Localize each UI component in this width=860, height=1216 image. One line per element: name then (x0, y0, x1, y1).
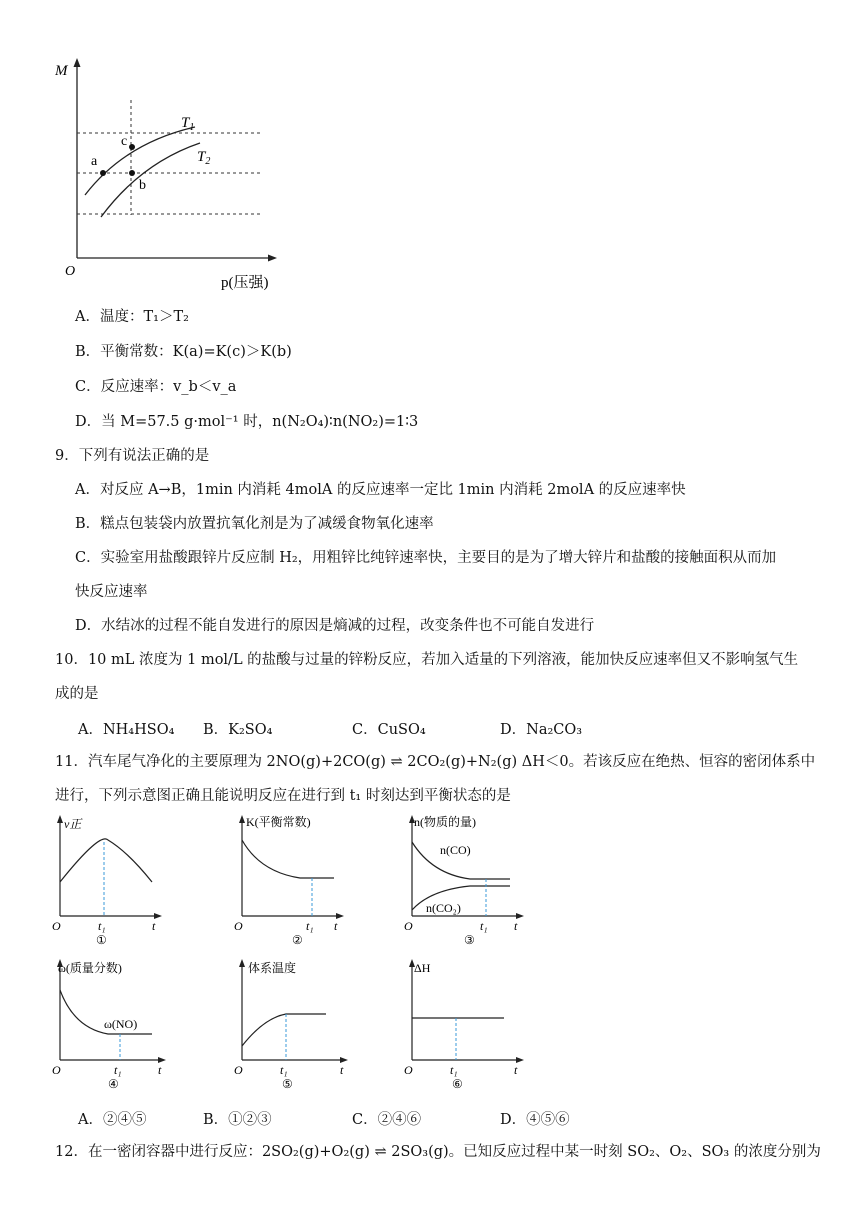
q10-stem-line1: 10．10 mL 浓度为 1 mol/L 的盐酸与过量的锌粉反应，若加入适量的下列溶液，能加快反应速率但又不影响氢气生 (55, 652, 799, 668)
svg-text:t: t (514, 919, 518, 933)
svg-text:O: O (404, 1063, 413, 1077)
svg-text:ω(质量分数): ω(质量分数) (58, 961, 122, 975)
q10-option-a[interactable]: A．NH₄HSO₄ (78, 722, 175, 738)
svg-text:O: O (404, 919, 413, 933)
graph-2 (230, 812, 350, 947)
graph-5 (230, 956, 360, 1091)
q8-option-a[interactable]: A．温度：T₁＞T₂ (75, 309, 189, 325)
q9-option-d[interactable]: D．水结冰的过程不能自发进行的原因是熵减的过程，改变条件也不可能自发进行 (75, 618, 595, 634)
svg-text:t: t (514, 1063, 518, 1077)
q8-option-b[interactable]: B．平衡常数：K(a)=K(c)＞K(b) (75, 344, 292, 360)
svg-text:③: ③ (464, 933, 475, 947)
svg-text:t: t (334, 919, 338, 933)
q9-option-c-line2: 快反应速率 (75, 584, 148, 600)
svg-text:t: t (340, 1063, 344, 1077)
svg-text:K(平衡常数): K(平衡常数) (246, 815, 311, 829)
svg-text:O: O (234, 1063, 243, 1077)
svg-text:ΔH: ΔH (414, 961, 431, 975)
q10-option-b[interactable]: B．K₂SO₄ (203, 722, 273, 738)
graph-1 (48, 812, 168, 947)
x-label: p(压强) (221, 275, 269, 291)
q11-option-c[interactable]: C．②④⑥ (352, 1112, 422, 1128)
q8-option-d[interactable]: D．当 M=57.5 g·mol⁻¹ 时，n(N₂O₄)∶n(NO₂)=1∶3 (75, 414, 419, 430)
m-p-graph (55, 55, 295, 295)
svg-text:②: ② (292, 933, 303, 947)
q11-stem-line1: 11．汽车尾气净化的主要原理为 2NO(g)+2CO(g) ⇌ 2CO₂(g)+N₂(g) ΔH＜0。若该反应在绝热、恒容的密闭体系中 (55, 754, 816, 770)
svg-text:ω(NO): ω(NO) (104, 1017, 138, 1031)
svg-text:t₁: t₁ (306, 919, 314, 933)
svg-text:t₁: t₁ (98, 919, 106, 933)
svg-text:t₁: t₁ (280, 1063, 288, 1077)
svg-text:v正: v正 (64, 817, 82, 831)
graph-4 (48, 956, 178, 1091)
svg-text:t₁: t₁ (450, 1063, 458, 1077)
q12-stem: 12．在一密闭容器中进行反应：2SO₂(g)+O₂(g) ⇌ 2SO₃(g)。已知反应过程中某一时刻 SO₂、O₂、SO₃ 的浓度分别为 (55, 1144, 821, 1160)
q11-option-d[interactable]: D．④⑤⑥ (500, 1112, 570, 1128)
svg-text:①: ① (96, 933, 107, 947)
point-c-label: c (121, 134, 128, 149)
svg-text:⑥: ⑥ (452, 1077, 463, 1091)
curve2-label: $T_2$ (197, 149, 211, 167)
q11-option-b[interactable]: B．①②③ (203, 1112, 272, 1128)
graph-3 (400, 812, 530, 947)
q10-stem-line2: 成的是 (55, 686, 99, 702)
svg-text:⑤: ⑤ (282, 1077, 293, 1091)
q10-option-c[interactable]: C．CuSO₄ (352, 722, 426, 738)
origin-label: O (65, 264, 76, 279)
q9-option-b[interactable]: B．糕点包装袋内放置抗氧化剂是为了减缓食物氧化速率 (75, 516, 434, 532)
svg-text:t₁: t₁ (480, 919, 488, 933)
curve-t2 (101, 143, 200, 217)
q8-option-c[interactable]: C．反应速率：v_b＜v_a (75, 379, 237, 395)
svg-text:n(CO): n(CO) (440, 843, 471, 857)
svg-text:O: O (234, 919, 243, 933)
svg-text:体系温度: 体系温度 (248, 961, 297, 975)
q11-option-a[interactable]: A．②④⑤ (78, 1112, 147, 1128)
y-label: M (55, 63, 68, 79)
svg-text:n(物质的量): n(物质的量) (414, 815, 476, 829)
svg-text:t: t (152, 919, 156, 933)
svg-text:t: t (158, 1063, 162, 1077)
q9-stem: 9．下列有说法正确的是 (55, 448, 210, 464)
point-a-label: a (91, 154, 98, 169)
graph-6 (400, 956, 530, 1091)
q9-option-a[interactable]: A．对反应 A→B，1min 内消耗 4molA 的反应速率一定比 1min 内消耗 2molA 的反应速率快 (75, 482, 686, 498)
q9-option-c-line1[interactable]: C．实验室用盐酸跟锌片反应制 H₂，用粗锌比纯锌速率快，主要目的是为了增大锌片和盐酸的接触面积从而加 (75, 550, 777, 566)
curve1-label: $T_1$ (181, 115, 195, 133)
point-b-label: b (139, 178, 146, 193)
svg-text:O: O (52, 919, 61, 933)
svg-text:④: ④ (108, 1077, 119, 1091)
svg-text:O: O (52, 1063, 61, 1077)
q11-stem-line2: 进行，下列示意图正确且能说明反应在进行到 t₁ 时刻达到平衡状态的是 (55, 788, 511, 804)
q10-option-d[interactable]: D．Na₂CO₃ (500, 722, 583, 738)
svg-text:t₁: t₁ (114, 1063, 122, 1077)
svg-text:n(CO₂): n(CO₂) (426, 901, 461, 915)
